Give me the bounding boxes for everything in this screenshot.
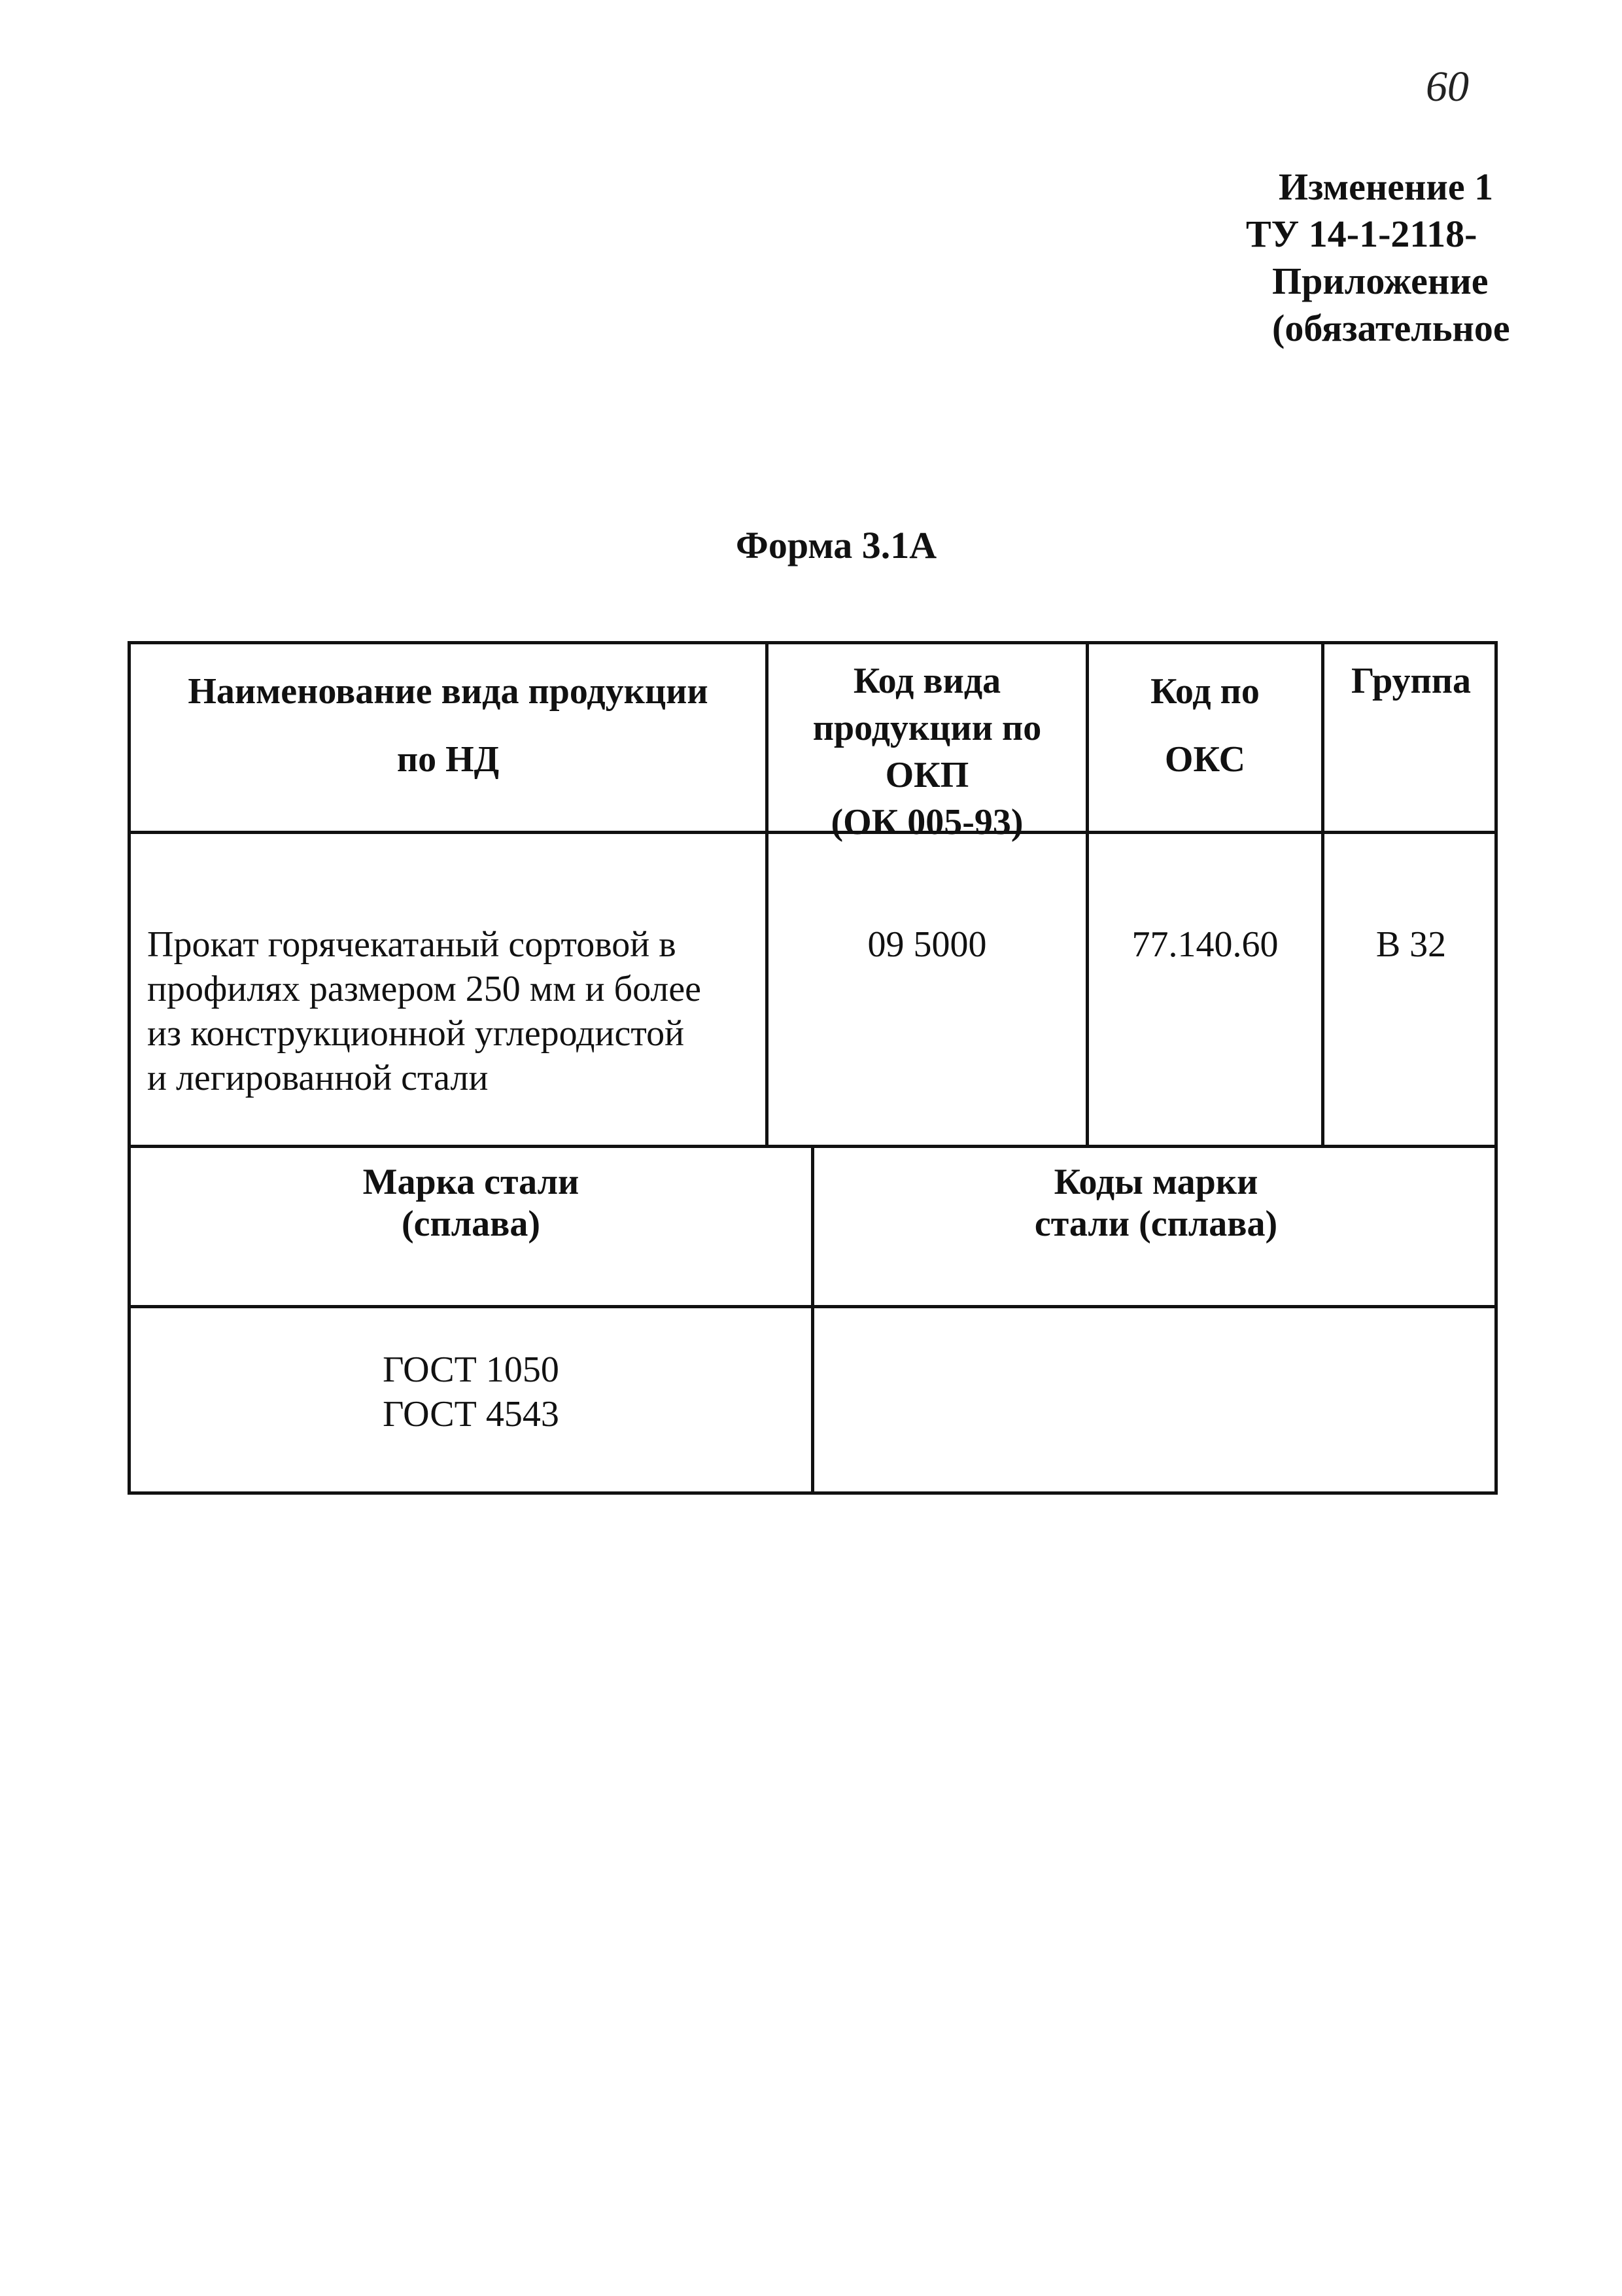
header-amendment: Изменение 1 — [1279, 165, 1494, 208]
steel-grade-table — [128, 1145, 1498, 1495]
header-grade-codes — [814, 1161, 1498, 1245]
product-name-line: профилях размером 250 мм и более — [147, 969, 702, 1009]
okp-code-cell: 09 5000 — [867, 924, 987, 965]
header-appendix: Приложение — [1272, 260, 1489, 302]
row-divider — [131, 1305, 1494, 1308]
product-name-line: Прокат горячекатаный сортовой в — [147, 924, 676, 965]
product-name-line: и легированной стали — [147, 1058, 489, 1098]
header-oks-code — [1089, 657, 1321, 793]
header-okp-code-line: Код вида — [853, 661, 1001, 701]
group-cell: В 32 — [1375, 924, 1447, 965]
product-table — [128, 641, 1498, 1145]
header-mandatory: (обязательное — [1272, 307, 1510, 349]
header-okp-code-line: (ОК 005-93) — [831, 802, 1024, 843]
header-oks-code-line: ОКС — [1164, 739, 1246, 780]
header-product-name-line: Наименование вида продукции — [188, 671, 708, 712]
steel-grade-standard: ГОСТ 4543 — [383, 1394, 559, 1435]
product-name-cell — [147, 922, 755, 1100]
header-okp-code — [768, 657, 1086, 846]
page-number: 60 — [1426, 63, 1469, 111]
header-spec-number: ТУ 14-1-2118- — [1246, 213, 1477, 255]
header-product-name — [131, 657, 765, 793]
header-group-line: Группа — [1351, 661, 1472, 701]
header-group — [1324, 657, 1498, 704]
document-header — [1246, 164, 1622, 352]
steel-grade-cell — [131, 1348, 811, 1436]
header-okp-code-line: ОКП — [885, 755, 969, 795]
header-steel-grade — [131, 1161, 811, 1245]
product-name-line: из конструкционной углеродистой — [147, 1013, 685, 1054]
steel-grade-standard: ГОСТ 1050 — [383, 1349, 559, 1390]
header-okp-code-line: продукции по — [812, 708, 1042, 748]
column-divider — [1321, 644, 1324, 1145]
header-grade-codes-line: Коды марки — [1054, 1162, 1258, 1202]
header-grade-codes-line: стали (сплава) — [1034, 1204, 1278, 1244]
header-steel-grade-line: Марка стали — [362, 1162, 579, 1202]
header-oks-code-line: Код по — [1150, 671, 1260, 712]
oks-code-cell: 77.140.60 — [1131, 924, 1279, 965]
header-steel-grade-line: (сплава) — [401, 1204, 541, 1244]
form-title: Форма 3.1А — [736, 524, 937, 566]
header-product-name-line: по НД — [396, 739, 500, 780]
